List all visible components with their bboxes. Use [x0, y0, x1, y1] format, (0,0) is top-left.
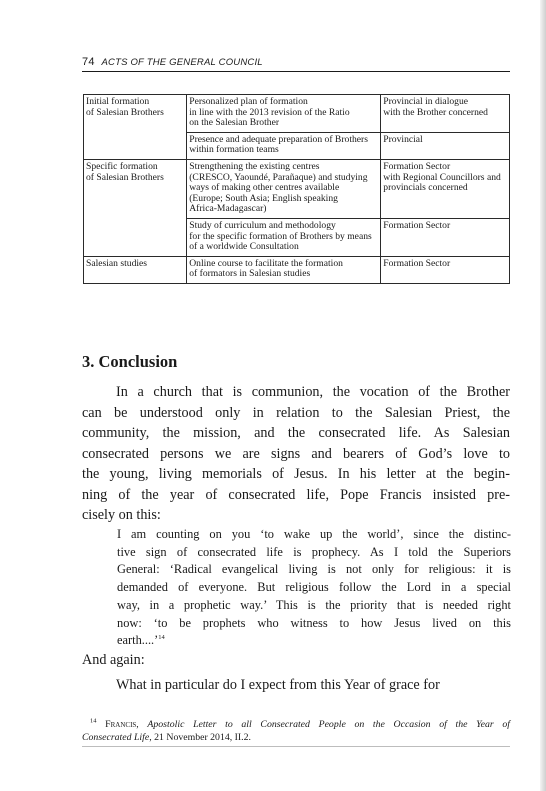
- table-cell-responsible: Formation Sector: [381, 218, 510, 256]
- quote-line: way, in a prophetic way.’ This is the priority that is needed right: [117, 597, 511, 612]
- footnote-reference[interactable]: 14: [158, 634, 165, 642]
- page-number: 74: [82, 56, 95, 68]
- table-cell-action: Personalized plan of formation in line with the 2013 revision of the Ratio on the Salesian Brother: [187, 95, 381, 133]
- paragraph-line: can be understood only in relation to the Salesian Priest, the: [82, 404, 510, 421]
- table-cell-area: Initial formation of Salesian Brothers: [84, 95, 187, 160]
- quote-line: demanded of everyone. But religious follow the Lord in a special: [117, 580, 511, 595]
- paragraph-line: ning of the year of consecrated life, Pope Francis insisted pre-: [82, 486, 510, 503]
- table-cell-area: Specific formation of Salesian Brothers: [84, 159, 187, 256]
- quote-line: General: ‘Radical evangelical living is not only for religious: it is: [117, 562, 511, 577]
- table-cell-responsible: Provincial: [381, 132, 510, 159]
- section-heading: 3. Conclusion: [82, 352, 178, 371]
- footnote-author: Francis: [105, 719, 137, 730]
- formation-plan-table: [83, 94, 510, 284]
- quote-line: tive sign of consecrated life is prophecy. As I told the Superiors: [117, 544, 511, 559]
- table-cell-action: Study of curriculum and methodology for the specific formation of Brothers by means of a worldwide Consultation: [187, 218, 381, 256]
- table-cell-responsible: Provincial in dialogue with the Brother concerned: [381, 95, 510, 133]
- footnote-title: Apostolic Letter to all Consecrated People on the Occasion of the Year of: [147, 719, 510, 730]
- and-again-line: And again:: [82, 652, 145, 668]
- table-cell-action: Strengthening the existing centres (CRESCO, Yaoundé, Parañaque) and studying ways of making other centres available (Europe; South Asia; English speaking Africa-Madagascar): [187, 159, 381, 218]
- table-row: [84, 159, 510, 218]
- table-cell-action: Online course to facilitate the formation of formators in Salesian studies: [187, 256, 381, 283]
- running-head-title: ACTS OF THE GENERAL COUNCIL: [101, 57, 263, 68]
- table-cell-area: Salesian studies: [84, 256, 187, 283]
- block-quote: [117, 526, 511, 650]
- footnote-title-cont: Consecrated Life: [82, 732, 150, 743]
- table-cell-responsible: Formation Sector with Regional Councillors and provincials concerned: [381, 159, 510, 218]
- paragraph-line: the young, living memorials of Jesus. In his letter at the begin-: [82, 466, 510, 482]
- conclusion-paragraph: [82, 382, 510, 526]
- table-row: [84, 95, 510, 133]
- running-head: [82, 56, 510, 72]
- footnote-date: , 21 November 2014, II.2.: [149, 732, 251, 743]
- paragraph-line: community, the mission, and the consecrated life. As Salesian: [82, 425, 510, 441]
- paragraph-line: consecrated persons we are signs and bearers of God’s love to: [82, 445, 510, 462]
- footnote: $^{14}$ Francis, Apostolic Letter to all Consecrated People on the Occasion of the Year of Consecrated Life, 21 November 2014, II.2.: [82, 717, 510, 743]
- table-row: [84, 256, 510, 283]
- table-cell-responsible: Formation Sector: [381, 256, 510, 283]
- quote-line-last: earth....’$^{14}$: [117, 633, 165, 648]
- page-edge-shadow: [540, 0, 546, 791]
- paragraph-line: In a church that is communion, the vocation of the Brother: [116, 384, 510, 400]
- footer-rule: [82, 746, 510, 747]
- quote-line: now: ‘to be prophets who witness to how Jesus lived on this: [117, 615, 511, 630]
- continuation-line: What in particular do I expect from this Year of grace for: [116, 677, 440, 693]
- quote-line: I am counting on you ‘to wake up the world’, since the distinc-: [117, 527, 511, 541]
- table-cell-action: Presence and adequate preparation of Brothers within formation teams: [187, 132, 381, 159]
- footnote-mark: 14: [90, 717, 97, 725]
- paragraph-line: cisely on this:: [82, 507, 161, 523]
